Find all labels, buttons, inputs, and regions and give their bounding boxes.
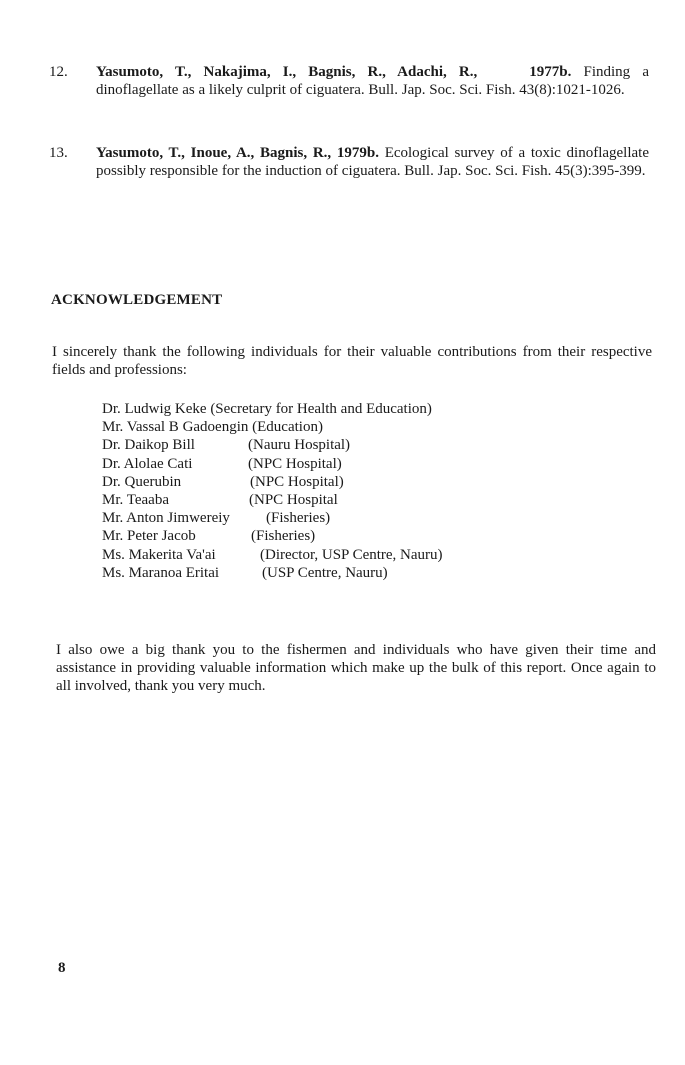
person-role: (NPC Hospital — [249, 491, 338, 508]
person-name: Ms. Maranoa Eritai — [102, 564, 220, 581]
person-name: Dr. Querubin — [102, 473, 182, 490]
person-role: (Fisheries) — [266, 510, 331, 527]
list-item — [102, 473, 432, 491]
person-name: Mr. Anton Jimwereiy — [102, 510, 230, 527]
list-item — [102, 527, 432, 545]
list-item — [102, 400, 432, 418]
list-item — [102, 455, 432, 473]
person-role: (NPC Hospital) — [250, 473, 344, 490]
reference-body — [96, 63, 649, 99]
person-role: (Nauru Hospital) — [248, 437, 351, 454]
reference-authors: Yasumoto, T., Nakajima, I., Bagnis, R., Adachi, R., — [96, 64, 478, 80]
section-heading: ACKNOWLEDGEMENT — [51, 292, 223, 308]
reference-year: 1977b. — [529, 64, 572, 80]
closing-paragraph: I also owe a big thank you to the fishermen and individuals who have given their time and assistance in providing valuable information which make up the bulk of this report. Once again to all involved, thank you very much. — [56, 642, 656, 694]
list-item — [102, 436, 432, 454]
list-item — [102, 491, 432, 509]
list-item — [102, 546, 443, 564]
reference-13 — [49, 144, 649, 180]
person-role: (Fisheries) — [251, 528, 316, 545]
reference-body — [96, 144, 649, 180]
list-item — [102, 418, 432, 436]
list-item — [102, 509, 432, 527]
person-name: Ms. Makerita Va'ai — [102, 546, 216, 563]
intro-paragraph: I sincerely thank the following individuals for their valuable contributions from their respective fields and professions: — [52, 344, 652, 378]
person-name: Mr. Teaaba — [102, 491, 169, 508]
reference-authors: Yasumoto, T., Inoue, A., Bagnis, R., 1979b. — [96, 145, 379, 161]
reference-text: Finding a dinoflagellate as a likely culprit of ciguatera. Bull. Jap. Soc. Sci. Fish. 43(8):1021-1026. — [96, 64, 649, 98]
people-list — [102, 400, 443, 582]
person-name: Mr. Vassal B Gadoengin — [102, 419, 249, 436]
person-name: Dr. Daikop Bill — [102, 437, 195, 454]
reference-text: Ecological survey of a toxic dinoflagellate possibly responsible for the induction of ciguatera. Bull. Jap. Soc. Sci. Fish. 45(3):395-399. — [96, 145, 649, 179]
person-name: Dr. Alolae Cati — [102, 455, 193, 472]
list-item — [102, 564, 432, 582]
reference-number: 13. — [49, 145, 68, 161]
person-role: (Secretary for Health and Education) — [210, 401, 432, 417]
person-role: (NPC Hospital) — [248, 455, 342, 472]
reference-number: 12. — [49, 64, 68, 80]
page-number: 8 — [58, 960, 66, 976]
person-role: (Education) — [252, 419, 323, 436]
person-role: (Director, USP Centre, Nauru) — [260, 546, 443, 563]
reference-12 — [49, 63, 649, 99]
person-name: Dr. Ludwig Keke — [102, 401, 207, 417]
person-name: Mr. Peter Jacob — [102, 528, 196, 545]
person-role: (USP Centre, Nauru) — [262, 564, 388, 581]
